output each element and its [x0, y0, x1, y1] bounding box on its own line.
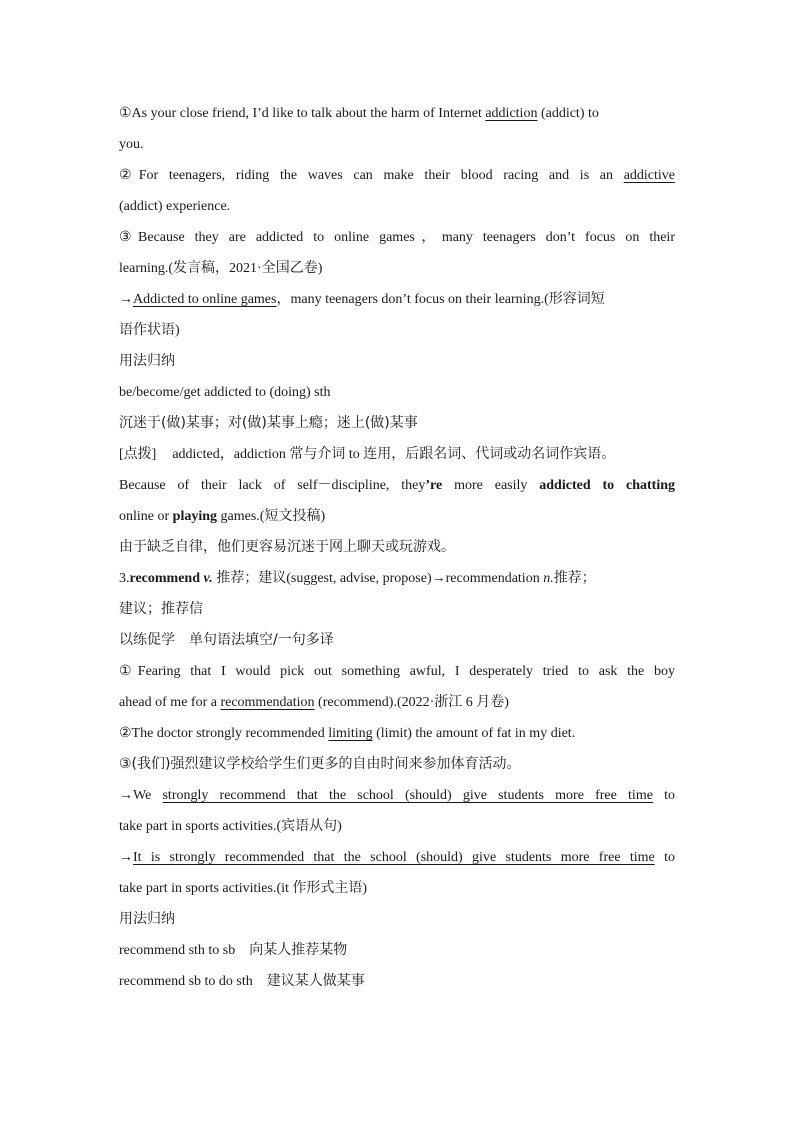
item-number: 3.: [119, 571, 130, 586]
translation-1-line-2: take part in sports activities.(宾语从句): [119, 819, 342, 834]
headword: recommend: [129, 571, 200, 586]
tip-example-line-1: [119, 470, 675, 501]
word-3-line-2: 建议；推荐信: [119, 601, 203, 617]
rewrite-line-1: [119, 284, 675, 315]
sentence-3-line-1: ③Because they are addicted to online games，many teenagers don’t focus on their: [119, 230, 675, 245]
usage-heading-1: 用法归纳: [119, 353, 175, 369]
tip-line: [119, 439, 675, 470]
text: (addict) to: [537, 106, 599, 121]
answer-limiting: limiting: [328, 726, 373, 741]
text: to: [654, 850, 675, 865]
part-of-speech: n.: [543, 571, 554, 586]
meaning: 建议某人做某事: [266, 973, 365, 989]
answer-object-clause: strongly recommend that the school (should) give students more free time: [162, 788, 653, 803]
text: games.(短文投稿): [217, 509, 326, 524]
tip-translation: 由于缺乏自律，他们更容易沉迷于网上聊天或玩游戏。: [119, 539, 455, 555]
rewrite-line-2: 语作状语): [119, 323, 180, 338]
text: more easily: [442, 478, 540, 493]
bold-text: addicted to chatting: [539, 478, 675, 493]
pattern: recommend sb to do sth: [119, 974, 253, 989]
text: (limit) the amount of fat in my diet.: [372, 726, 576, 741]
text: ，many teenagers don’t focus on their learning.(形容词短: [276, 292, 605, 307]
part-of-speech: v.: [203, 571, 213, 586]
answer-recommendation: recommendation: [220, 695, 315, 710]
bold-text: ’re: [425, 478, 443, 493]
text: Because of their lack of self－discipline, they: [119, 478, 426, 493]
text: (recommend).(2022·浙江 6 月卷): [314, 695, 509, 710]
tip-label: [点拨]: [119, 447, 157, 462]
translation-1-line-1: [119, 780, 675, 811]
practice-3-line: ③(我们)强烈建议学校给学生们更多的自由时间来参加体育活动。: [119, 756, 521, 772]
practice-1-line-1: ①Fearing that I would pick out something awful, I desperately tried to ask the boy: [119, 664, 675, 679]
usage-meaning: 沉迷于(做)某事；对(做)某事上瘾；迷上(做)某事: [119, 415, 418, 431]
translation-2-line-2: take part in sports activities.(it 作形式主语): [119, 881, 368, 896]
practice-heading: [119, 625, 675, 656]
text: ②For teenagers, riding the waves can make their blood racing and is an: [119, 168, 624, 183]
practice-2-line: [119, 718, 675, 749]
sentence-3-line-2: learning.(发言稿，2021·全国乙卷): [119, 261, 323, 276]
sentence-2-line-2: (addict) experience.: [119, 199, 231, 214]
tip-example-line-2: [119, 501, 675, 532]
text: online or: [119, 509, 173, 524]
translation-2-line-1: [119, 842, 675, 873]
text: 单句语法填空/一句多译: [189, 632, 334, 648]
bold-text: playing: [172, 509, 218, 524]
usage-heading-2: 用法归纳: [119, 911, 175, 927]
meaning: 向某人推荐某物: [249, 942, 348, 958]
text: →: [119, 850, 133, 865]
text: 以练促学: [119, 632, 175, 648]
sentence-1-line-2: you.: [119, 137, 144, 152]
sentence-2-line-1: [119, 160, 675, 191]
sentence-1-line-1: [119, 98, 675, 129]
text: →We: [119, 788, 163, 803]
arrow: →: [119, 292, 133, 307]
answer-addicted-to-online-games: Addicted to online games: [133, 292, 277, 307]
word-3-line-1: [119, 563, 675, 594]
text: ahead of me for a: [119, 695, 221, 710]
definition: 推荐；: [553, 571, 596, 586]
answer-addiction: addiction: [485, 106, 538, 121]
usage-pattern: be/become/get addicted to (doing) sth: [119, 385, 331, 400]
tip-text: addicted，addiction 常与介词 to 连用，后跟名词、代词或动名词作宾语。: [172, 447, 616, 462]
usage-rule-1: [119, 935, 675, 966]
practice-1-line-2: [119, 687, 675, 718]
text: ②The doctor strongly recommended: [119, 726, 329, 741]
usage-rule-2: [119, 966, 675, 997]
pattern: recommend sth to sb: [119, 943, 236, 958]
answer-formal-subject: It is strongly recommended that the school (should) give students more free time: [133, 850, 655, 865]
definition: 推荐；建议(suggest, advise, propose)→recommendation: [212, 571, 544, 586]
text: ①As your close friend, I’d like to talk about the harm of Internet: [119, 106, 486, 121]
answer-addictive: addictive: [623, 168, 675, 183]
document-page: [119, 98, 675, 997]
text: to: [652, 788, 675, 803]
